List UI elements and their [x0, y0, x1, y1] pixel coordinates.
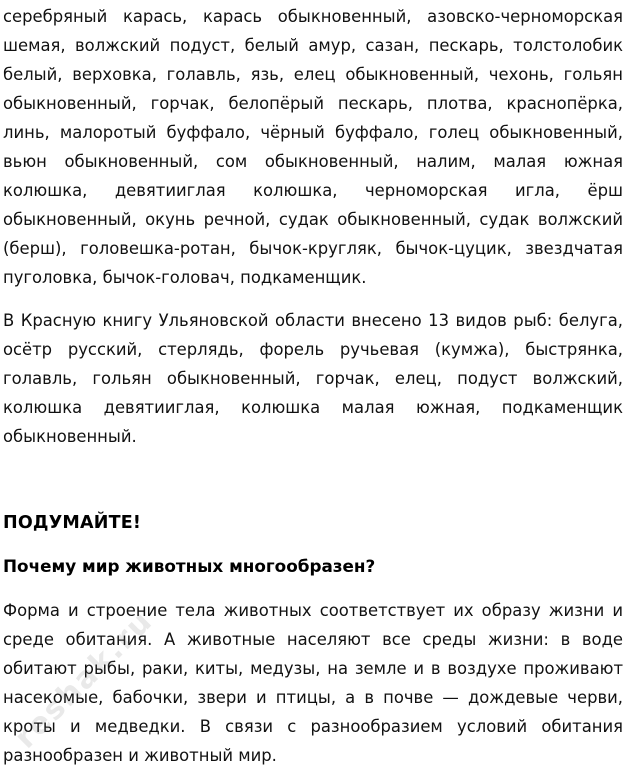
red-book-paragraph: В Красную книгу Ульяновской области внесено 13 видов рыб: белуга, осётр русский, стерлядь, форель ручьевая (кумжа), быстрянка, голавль, гольян обыкновенный, горчак, елец, подуст волжский, колюшка девятииглая, колюшка малая южная, подкаменщик обыкновенный. — [3, 311, 623, 446]
answer-paragraph: Форма и строение тела животных соответствует их образу жизни и среде обитания. А животные населяют все среды жизни: в воде обитают рыбы, раки, киты, медузы, на земле и в воздухе проживают насекомые, бабочки, звери и птицы, а в почве — дождевые черви, кроты и медведки. В связи с разнообразием условий обитания разнообразен и животный мир. — [3, 601, 623, 765]
species-list-paragraph: серебряный карась, карась обыкновенный, азовско-черноморская шемая, волжский подуст, белый амур, сазан, пескарь, толстолобик белый, верховка, голавль, язь, елец обыкновенный, чехонь, гольян обыкновенный, горчак, белопёрый пескарь, плотва, краснопёрка, линь, малоротый буффало, чёрный буффало, голец обыкновенный, вьюн обыкновенный, сом обыкновенный, налим, малая южная колюшка, девятииглая колюшка, черноморская игла, ёрш обыкновенный, окунь речной, судак обыкновенный, судак волжский (берш), головешка-ротан, бычок-кругляк, бычок-цуцик, звездчатая пуголовка, бычок-головач, подкаменщик. — [3, 7, 623, 287]
question-heading: Почему мир животных многообразен? — [3, 556, 376, 576]
watermark-logo: reshak.ru — [8, 603, 161, 756]
think-heading: ПОДУМАЙТЕ! — [3, 513, 142, 533]
